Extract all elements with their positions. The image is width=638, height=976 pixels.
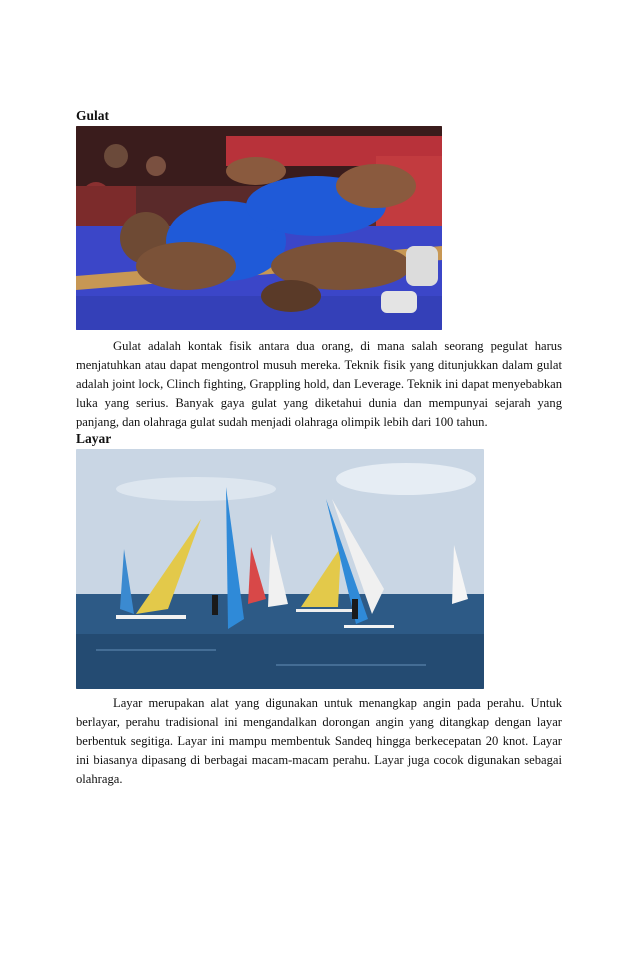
section-heading-layar: Layar xyxy=(76,431,112,446)
section-heading-gulat: Gulat xyxy=(76,108,110,123)
wrestling-photo xyxy=(76,126,442,330)
section-paragraph-layar: Layar merupakan alat yang digunakan untuk menangkap angin pada perahu. Untuk berlayar, perahu tradisional ini mengandalkan dorongan angin yang ditangkap dengan layar berbentuk segitiga. Layar ini mampu membentuk Sandeq hingga berkecepatan 20 knot. Layar ini biasanya dipasang di berbagai macam-macam perahu. Layar juga cocok digunakan sebagai olahraga. xyxy=(76,696,562,786)
section-paragraph-gulat: Gulat adalah kontak fisik antara dua orang, di mana salah seorang pegulat harus menjatuhkan atau dapat mengontrol musuh mereka. Teknik fisik yang ditunjukkan dalam gulat adalah joint lock, Clinch fighting, Grappling hold, dan Leverage. Teknik ini dapat menyebabkan luka yang serius. Banyak gaya gulat yang diketahui dunia dan mempunyai sejarah yang panjang, dan olahraga gulat sudah menjadi olahraga olimpik lebih dari 100 tahun. xyxy=(76,339,562,429)
windsurfing-photo xyxy=(76,449,484,689)
